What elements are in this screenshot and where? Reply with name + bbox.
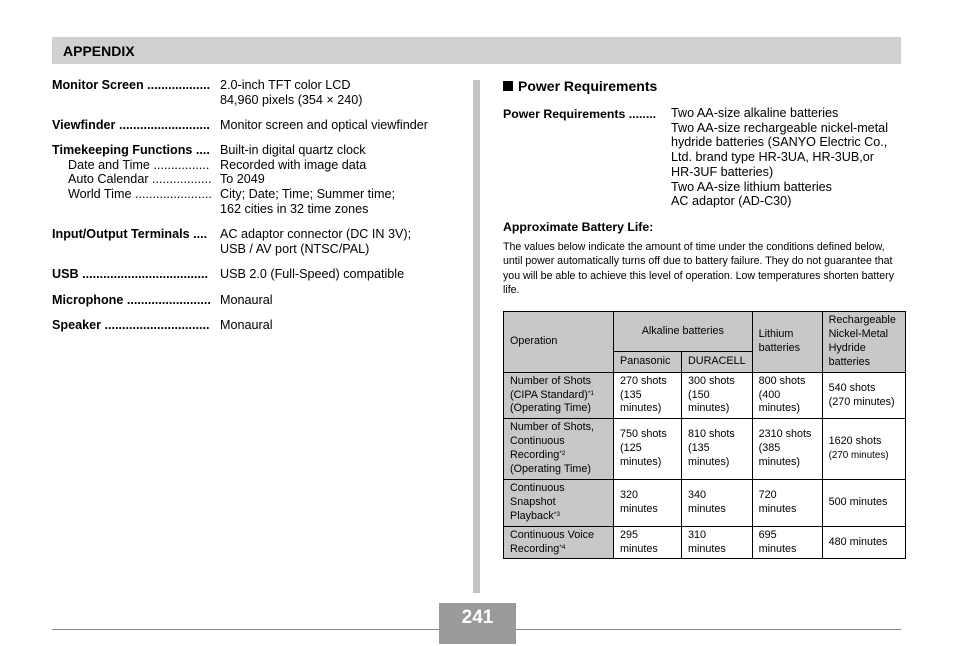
section-title-text: Power Requirements	[518, 78, 658, 94]
table-row	[504, 480, 906, 527]
header-operation: Operation	[504, 312, 614, 373]
section-title	[503, 78, 657, 94]
spec-value: Monitor screen and optical viewfinder	[220, 118, 428, 132]
spec-value: USB / AV port (NTSC/PAL)	[220, 242, 370, 256]
cell-lithium: 695 minutes	[752, 527, 822, 559]
spec-value: Monaural	[220, 318, 273, 332]
power-requirements-values	[671, 106, 888, 209]
battery-life-title: Approximate Battery Life:	[503, 220, 654, 234]
spec-value: Recorded with image data	[220, 158, 367, 172]
power-line: Two AA-size lithium batteries	[671, 179, 832, 194]
cell-panasonic: 750 shots (125 minutes)	[614, 419, 682, 480]
spec-label: Speaker ..............................	[52, 318, 210, 332]
cell-panasonic: 320 minutes	[614, 480, 682, 527]
power-line: Two AA-size rechargeable nickel-metal	[671, 120, 888, 135]
spec-value: City; Date; Time; Summer time;	[220, 187, 395, 201]
spec-value: 162 cities in 32 time zones	[220, 202, 369, 216]
cell-lithium: 720 minutes	[752, 480, 822, 527]
power-line: HR-3UF batteries)	[671, 164, 774, 179]
cell-panasonic: 270 shots (135 minutes)	[614, 373, 682, 419]
cell-duracell: 340 minutes	[682, 480, 753, 527]
spec-label: World Time ......................	[68, 187, 212, 201]
spec-value: AC adaptor connector (DC IN 3V);	[220, 227, 412, 241]
cell-lithium: 800 shots (400 minutes)	[752, 373, 822, 419]
table-row	[504, 419, 906, 480]
cell-operation: Number of Shots (CIPA Standard)$^{*1}$ (Operating Time)	[504, 373, 614, 419]
spec-value: 2.0-inch TFT color LCD	[220, 78, 351, 92]
power-line: Two AA-size alkaline batteries	[671, 106, 839, 120]
power-line: AC adaptor (AD-C30)	[671, 194, 792, 209]
header-lithium: Lithium batteries	[752, 312, 822, 373]
cell-operation: Continuous Snapshot Playback$^{*3}$	[504, 480, 614, 527]
header-panasonic: Panasonic	[614, 352, 682, 373]
spec-label: Input/Output Terminals ....	[52, 227, 208, 241]
power-requirements-label: Power Requirements ........	[503, 107, 657, 121]
cell-duracell: 810 shots (135 minutes)	[682, 419, 753, 480]
cell-lithium: 2310 shots (385 minutes)	[752, 419, 822, 480]
spec-value: USB 2.0 (Full-Speed) compatible	[220, 267, 405, 281]
spec-label: Microphone ........................	[52, 293, 211, 307]
cell-nimh: 500 minutes	[822, 480, 905, 527]
spec-value: To 2049	[220, 172, 265, 186]
spec-label: Monitor Screen ..................	[52, 78, 211, 92]
spec-label: Auto Calendar .................	[68, 172, 212, 186]
power-line: Ltd. brand type HR-3UA, HR-3UB,or	[671, 150, 874, 165]
power-line: hydride batteries (SANYO Electric Co.,	[671, 135, 888, 150]
cell-operation: Continuous Voice Recording$^{*4}$	[504, 527, 614, 559]
section-header-bar	[52, 37, 901, 64]
cell-nimh: 480 minutes	[822, 527, 905, 559]
battery-life-table	[503, 311, 906, 559]
battery-life-description: The values below indicate the amount of time under the conditions defined below, until power automatically turns off due to battery failure. They do not guarantee that you will be able to achieve this level of operation. Low temperatures shorten battery life.	[503, 241, 895, 296]
spec-label: Viewfinder ..........................	[52, 118, 210, 132]
cell-nimh: 1620 shots (270 minutes)	[822, 419, 905, 480]
table-row	[504, 527, 906, 559]
column-divider	[473, 80, 480, 593]
cell-operation: Number of Shots, Continuous Recording$^{*2}$ (Operating Time)	[504, 419, 614, 480]
page-number: 241	[439, 603, 516, 644]
header-duracell: DURACELL	[682, 352, 753, 373]
section-header-title: APPENDIX	[63, 43, 135, 59]
spec-value: Monaural	[220, 293, 273, 307]
spec-label: Timekeeping Functions ....	[52, 143, 210, 157]
cell-panasonic: 295 minutes	[614, 527, 682, 559]
cell-duracell: 310 minutes	[682, 527, 753, 559]
spec-label: Date and Time ................	[68, 158, 210, 172]
spec-value: Built-in digital quartz clock	[220, 143, 366, 157]
spec-label: USB ....................................	[52, 267, 209, 281]
table-row	[504, 373, 906, 419]
cell-duracell: 300 shots (150 minutes)	[682, 373, 753, 419]
spec-value: 84,960 pixels (354 × 240)	[220, 93, 363, 107]
cell-nimh: 540 shots (270 minutes)	[822, 373, 905, 419]
header-nimh: Rechargeable Nickel-Metal Hydride batteries	[822, 312, 905, 373]
square-bullet-icon	[503, 81, 513, 91]
header-alkaline: Alkaline batteries	[614, 312, 753, 352]
